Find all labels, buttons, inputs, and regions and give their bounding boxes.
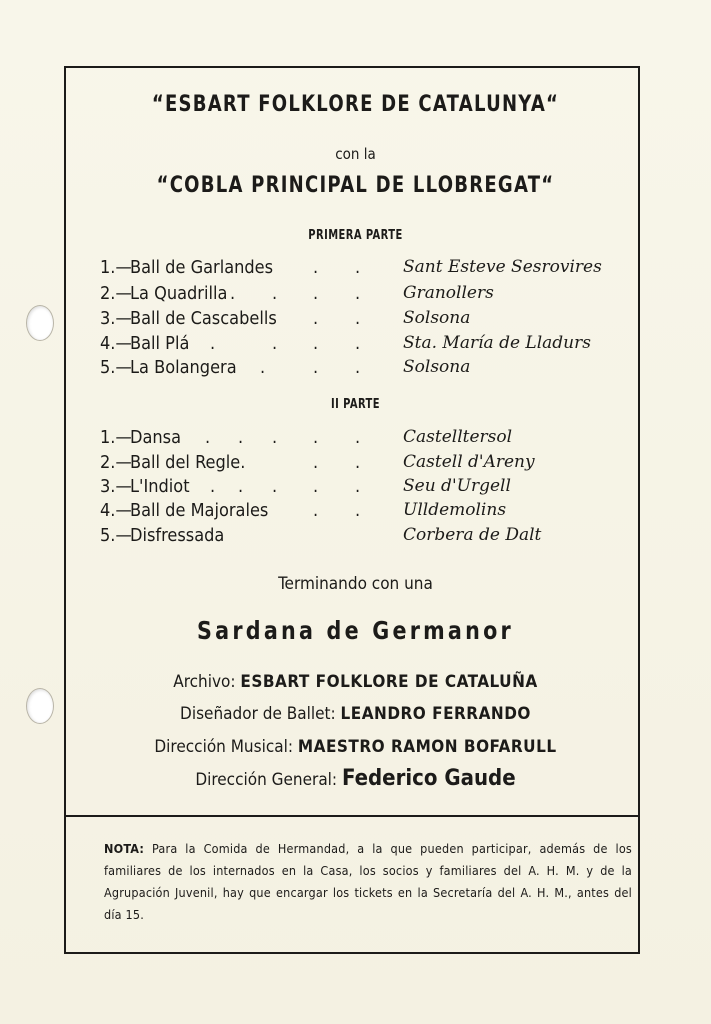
leader-dot: . bbox=[313, 500, 319, 521]
con-la-text: con la bbox=[335, 145, 376, 163]
credit-value: ESBART FOLKLORE DE CATALUÑA bbox=[240, 672, 538, 692]
list-item bbox=[100, 283, 660, 305]
leader-dot: . bbox=[272, 283, 278, 304]
leader-dot: . bbox=[260, 357, 266, 378]
leader-dot: . bbox=[355, 452, 361, 473]
dance-origin: Sta. María de Lladurs bbox=[403, 333, 591, 353]
item-number: 4.— bbox=[100, 333, 132, 354]
item-number: 1.— bbox=[100, 257, 132, 278]
dance-title: La Quadrilla bbox=[130, 283, 228, 304]
credit-general bbox=[0, 766, 711, 791]
nota-label: NOTA: bbox=[104, 841, 145, 856]
leader-dot: . bbox=[355, 357, 361, 378]
leader-dot: . bbox=[210, 333, 216, 354]
leader-dot: . bbox=[313, 427, 319, 448]
leader-dot: . bbox=[272, 427, 278, 448]
dance-title: L'Indiot bbox=[130, 476, 190, 497]
list-item bbox=[100, 452, 660, 474]
dance-origin: Castelltersol bbox=[403, 427, 513, 447]
item-number: 5.— bbox=[100, 525, 132, 546]
leader-dot: . bbox=[230, 283, 236, 304]
dance-title: La Bolangera bbox=[130, 357, 237, 378]
credit-archivo bbox=[0, 672, 711, 692]
leader-dot: . bbox=[238, 476, 244, 497]
leader-dot: . bbox=[355, 427, 361, 448]
list-item bbox=[100, 357, 660, 379]
dance-origin: Solsona bbox=[403, 357, 471, 377]
dance-origin: Sant Esteve Sesrovires bbox=[403, 257, 602, 277]
finale-sardana: Sardana de Germanor bbox=[197, 616, 514, 645]
item-number: 2.— bbox=[100, 283, 132, 304]
item-number: 4.— bbox=[100, 500, 132, 521]
cobla-title: “COBLA PRINCIPAL DE LLOBREGAT“ bbox=[156, 173, 555, 198]
leader-dot: . bbox=[272, 333, 278, 354]
list-item bbox=[100, 308, 660, 330]
credit-label: Dirección Musical: bbox=[154, 737, 294, 757]
dance-origin: Seu d'Urgell bbox=[403, 476, 511, 496]
divider-line bbox=[64, 815, 640, 817]
list-item bbox=[100, 500, 660, 522]
dance-title: Ball de Cascabells bbox=[130, 308, 277, 329]
credit-musical bbox=[0, 737, 711, 757]
list-item bbox=[100, 427, 660, 449]
dance-title: Ball de Majorales bbox=[130, 500, 269, 521]
item-number: 3.— bbox=[100, 308, 132, 329]
leader-dot: . bbox=[238, 427, 244, 448]
nota-paragraph bbox=[104, 838, 632, 926]
punch-hole-top bbox=[26, 305, 54, 341]
credit-disenador bbox=[0, 704, 711, 724]
leader-dot: . bbox=[355, 308, 361, 329]
leader-dot: . bbox=[313, 476, 319, 497]
credit-value: Federico Gaude bbox=[341, 766, 516, 791]
leader-dot: . bbox=[355, 257, 361, 278]
dance-origin: Ulldemolins bbox=[403, 500, 507, 520]
leader-dot: . bbox=[313, 357, 319, 378]
part1-heading: PRIMERA PARTE bbox=[308, 228, 403, 243]
list-item bbox=[100, 257, 660, 279]
ensemble-title: “ESBART FOLKLORE DE CATALUNYA“ bbox=[151, 92, 560, 117]
leader-dot: . bbox=[313, 333, 319, 354]
dance-title: Ball del Regle. bbox=[130, 452, 246, 473]
dance-title: Disfressada bbox=[130, 525, 225, 546]
finale-intro: Terminando con una bbox=[278, 574, 433, 594]
leader-dot: . bbox=[355, 333, 361, 354]
leader-dot: . bbox=[313, 452, 319, 473]
dance-origin: Solsona bbox=[403, 308, 471, 328]
item-number: 2.— bbox=[100, 452, 132, 473]
leader-dot: . bbox=[313, 257, 319, 278]
item-number: 5.— bbox=[100, 357, 132, 378]
dance-origin: Castell d'Areny bbox=[403, 452, 535, 472]
leader-dot: . bbox=[313, 308, 319, 329]
credit-value: LEANDRO FERRANDO bbox=[340, 704, 531, 724]
leader-dot: . bbox=[272, 476, 278, 497]
list-item bbox=[100, 525, 660, 547]
list-item bbox=[100, 333, 660, 355]
leader-dot: . bbox=[355, 283, 361, 304]
credit-value: MAESTRO RAMON BOFARULL bbox=[297, 737, 557, 757]
item-number: 3.— bbox=[100, 476, 132, 497]
credit-label: Dirección General: bbox=[195, 770, 338, 790]
nota-text: Para la Comida de Hermandad, a la que pueden participar, además de los familiares de los internados en la Casa, los socios y familiares del A. H. M. y de la Agrupación Juvenil, hay que encargar los tickets en la Secretaría del A. H. M., antes del día 15. bbox=[104, 841, 632, 922]
list-item bbox=[100, 476, 660, 498]
leader-dot: . bbox=[205, 427, 211, 448]
leader-dot: . bbox=[355, 476, 361, 497]
part2-heading: II PARTE bbox=[331, 397, 380, 412]
dance-origin: Granollers bbox=[403, 283, 494, 303]
leader-dot: . bbox=[355, 500, 361, 521]
dance-title: Ball de Garlandes bbox=[130, 257, 274, 278]
dance-title: Dansa bbox=[130, 427, 182, 448]
dance-origin: Corbera de Dalt bbox=[403, 525, 542, 545]
item-number: 1.— bbox=[100, 427, 132, 448]
credit-label: Diseñador de Ballet: bbox=[180, 704, 336, 724]
credit-label: Archivo: bbox=[173, 672, 236, 692]
leader-dot: . bbox=[313, 283, 319, 304]
leader-dot: . bbox=[210, 476, 216, 497]
dance-title: Ball Plá bbox=[130, 333, 190, 354]
